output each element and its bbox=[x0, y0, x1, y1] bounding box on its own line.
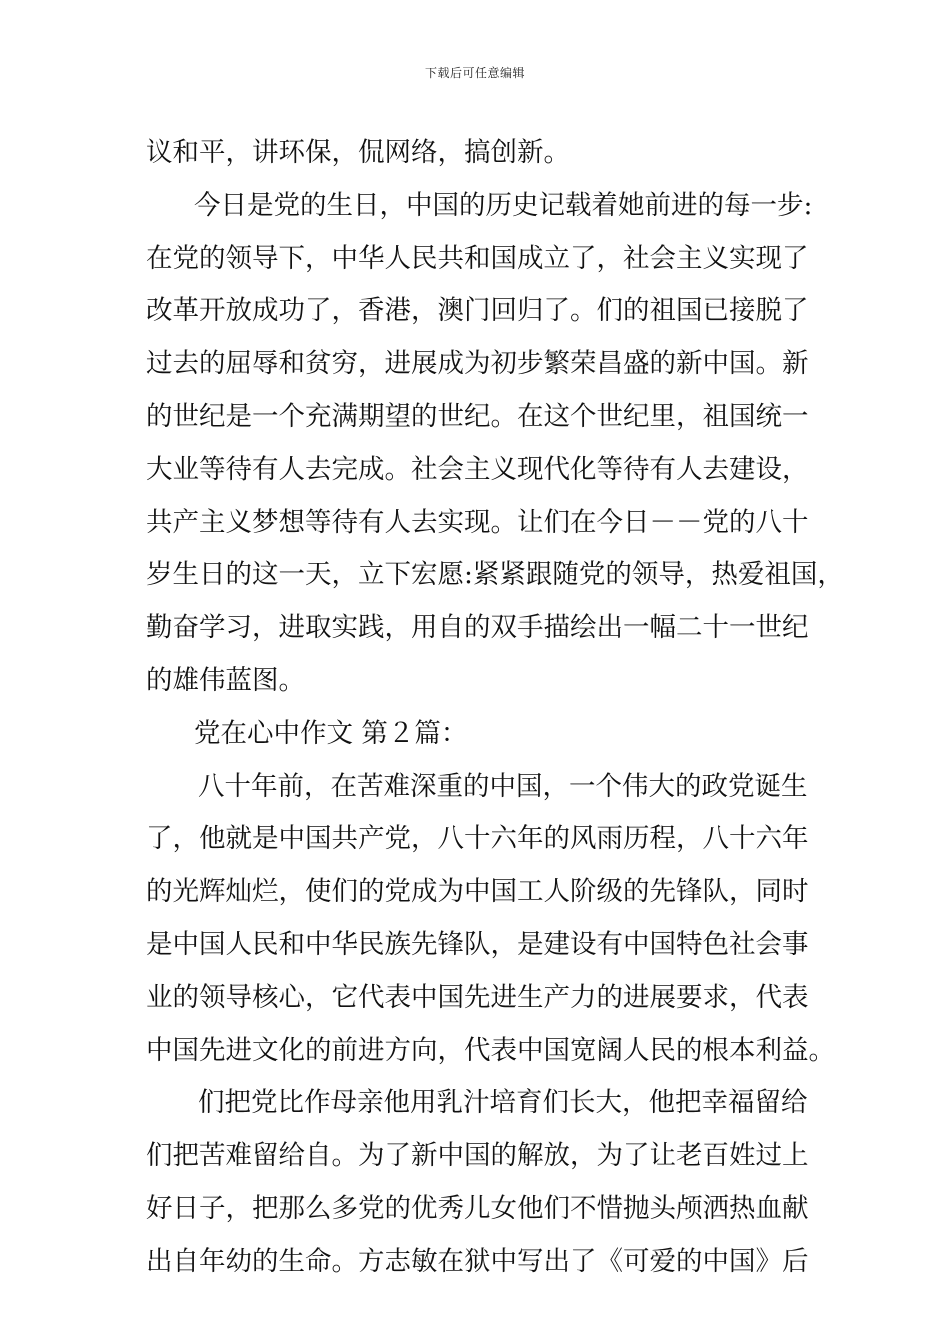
page-header: 下载后可任意编辑 bbox=[424, 66, 525, 80]
text-line: 的世纪是一个充满期望的世纪。在这个世纪里，祖国统一 bbox=[146, 400, 809, 432]
text-line: 岁生日的这一天，立下宏愿:紧紧跟随党的领导，热爱祖国， bbox=[146, 559, 844, 591]
paragraph-party-birthday bbox=[146, 180, 844, 708]
text-line: 勤奋学习，进取实践，用自的双手描绘出一幅二十一世纪 bbox=[146, 612, 809, 644]
text-line: 过去的屈辱和贫穷，进展成为初步繁荣昌盛的新中国。新 bbox=[146, 348, 809, 380]
section-heading-text: 党在心中作文 第２篇： bbox=[194, 717, 468, 749]
text-line: 议和平，讲环保，侃网络，搞创新。 bbox=[146, 137, 570, 168]
text-line: 们把苦难留给自。为了新中国的解放，为了让老百姓过上 bbox=[146, 1140, 809, 1172]
text-line: 中国先进文化的前进方向，代表中国宽阔人民的根本利益。 bbox=[146, 1034, 835, 1066]
text-line: 改革开放成功了，香港，澳门回归了。们的祖国已接脱了 bbox=[146, 295, 809, 327]
text-line: 业的领导核心，它代表中国先进生产力的进展要求，代表 bbox=[146, 981, 809, 1013]
text-line: 大业等待有人去完成。社会主义现代化等待有人去建设， bbox=[146, 453, 809, 485]
text-line: 共产主义梦想等待有人去实现。让们在今日－－党的八十 bbox=[146, 506, 809, 538]
text-line: 今日是党的生日，中国的历史记载着她前进的每一步: bbox=[194, 189, 813, 221]
paragraph-eighty-years bbox=[146, 761, 835, 1078]
text-line: 好日子，把那么多党的优秀儿女他们不惜抛头颅洒热血献 bbox=[146, 1192, 809, 1224]
text-line: 八十年前，在苦难深重的中国，一个伟大的政党诞生 bbox=[198, 770, 808, 802]
text-line: 的光辉灿烂，使们的党成为中国工人阶级的先锋队，同时 bbox=[146, 876, 809, 908]
text-line: 出自年幼的生命。方志敏在狱中写出了《可爱的中国》后 bbox=[146, 1245, 809, 1277]
text-line: 们把党比作母亲他用乳汁培育们长大，他把幸福留给 bbox=[198, 1087, 808, 1119]
paragraph-party-as-mother bbox=[146, 1077, 822, 1288]
document-body bbox=[146, 127, 844, 1289]
text-line: 是中国人民和中华民族先锋队，是建设有中国特色社会事 bbox=[146, 928, 809, 960]
text-line: 了，他就是中国共产党，八十六年的风雨历程，八十六年 bbox=[146, 823, 809, 855]
text-line: 在党的领导下，中华人民共和国成立了，社会主义实现了 bbox=[146, 242, 809, 274]
text-line: 的雄伟蓝图。 bbox=[146, 664, 305, 696]
section-heading bbox=[146, 708, 822, 761]
paragraph-continuation bbox=[146, 127, 822, 180]
